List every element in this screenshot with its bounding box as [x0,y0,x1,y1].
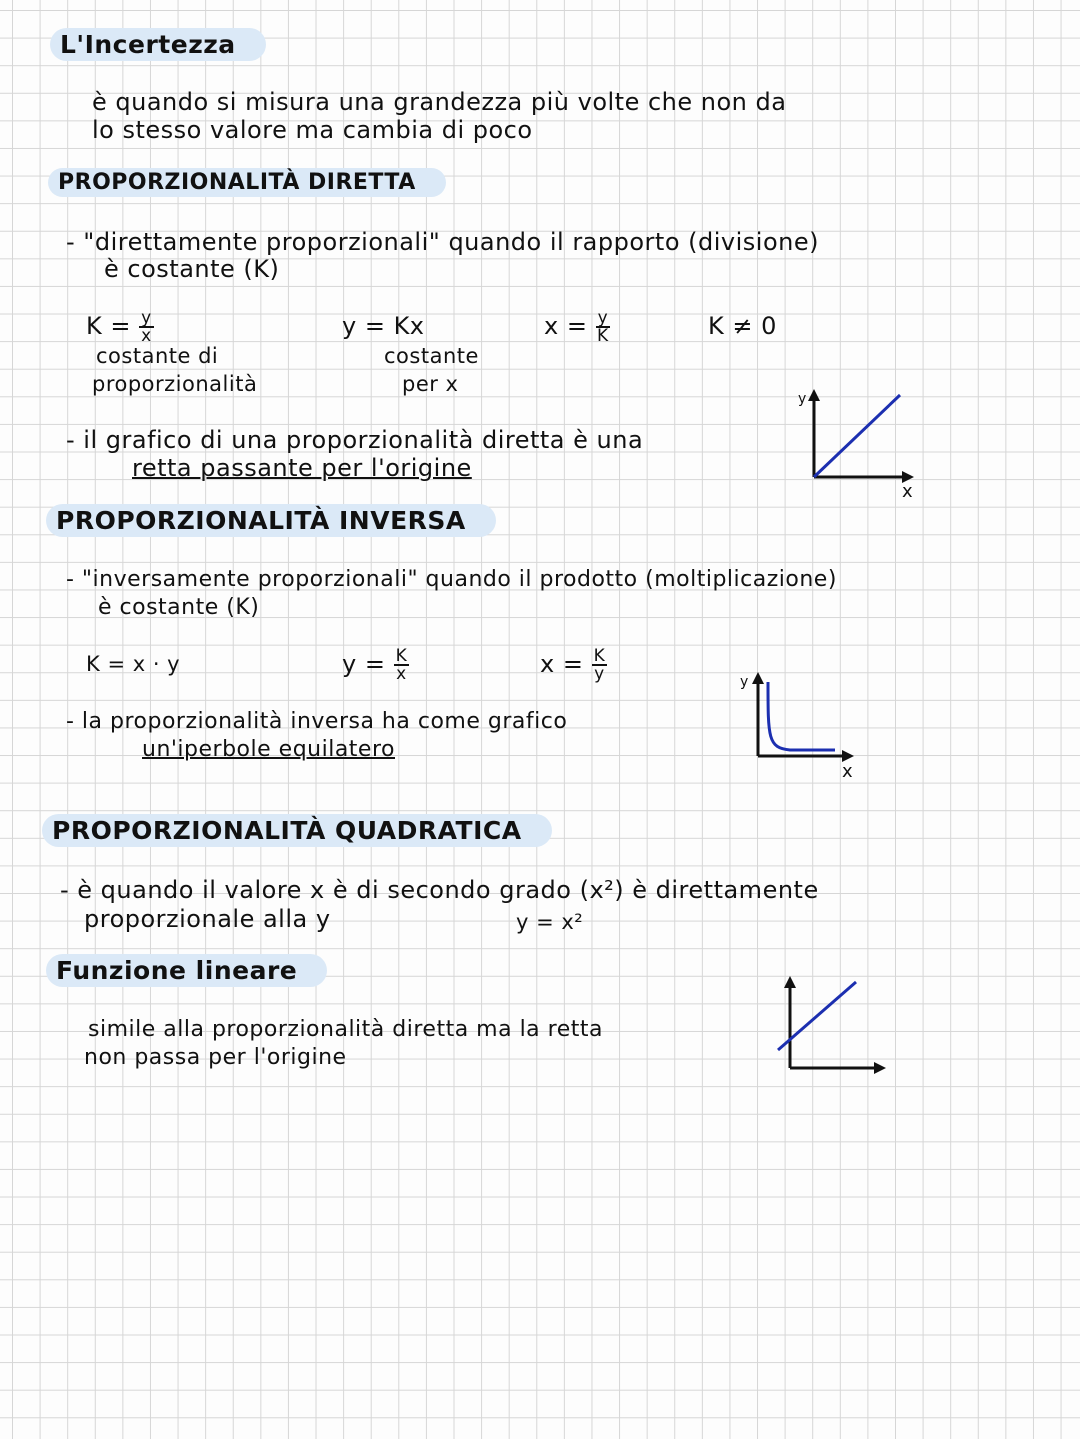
axis-label-y: y [740,674,749,690]
formula-k-product: K = x · y [86,652,181,676]
note-line: costante [384,344,479,368]
fraction [394,648,410,682]
formula-x [544,310,610,344]
text-line: retta passante per l'origine [132,454,472,482]
note-line: costante di [96,344,219,368]
axis-label-y: y [798,391,807,407]
heading-inversa: PROPORZIONALITÀ INVERSA [46,504,496,537]
linear-function-graph [770,970,900,1080]
numerator: y [141,308,152,328]
axis-label-x: x [842,761,854,782]
text-line: proporzionale alla y [84,905,331,933]
numerator: y [597,308,609,328]
heading-lineare: Funzione lineare [46,954,327,987]
denominator: x [141,326,152,346]
numerator: K [593,646,606,666]
formula-y [342,648,409,682]
numerator: K [395,646,408,666]
denominator: x [396,664,407,684]
text-line: simile alla proporzionalità diretta ma la retta [88,1017,603,1042]
fraction [596,310,611,344]
heading-diretta: PROPORZIONALITÀ DIRETTA [48,168,446,197]
text-line: lo stesso valore ma cambia di poco [92,116,533,144]
text-line: - "inversamente proporzionali" quando il prodotto (moltiplicazione) [66,567,837,592]
text-line: non passa per l'origine [84,1045,347,1070]
heading-incertezza: L'Incertezza [50,28,266,61]
denominator: y [594,664,605,684]
fraction [139,310,154,344]
formula-lhs: K = [86,312,131,340]
denominator: K [597,326,609,346]
text-line: - la proporzionalità inversa ha come grafico [66,709,568,734]
formula-x [540,648,607,682]
text-line: - "direttamente proporzionali" quando il rapporto (divisione) [66,228,819,256]
axis-label-x: x [902,481,914,502]
formula-lhs: y = [342,650,386,678]
formula-y-x-squared: y = x² [516,910,584,934]
text-line: - il grafico di una proporzionalità diretta è una [66,426,644,454]
note-line: per x [402,372,459,396]
text-line: è costante (K) [104,255,280,283]
formula-y-kx: y = Kx [342,312,425,340]
formula-lhs: x = [540,650,584,678]
text-line: un'iperbole equilatero [142,737,395,762]
note-line: proporzionalità [92,372,258,396]
text-line: è quando si misura una grandezza più volte che non da [92,88,787,116]
formula-k [86,310,154,344]
formula-lhs: x = [544,312,588,340]
formula-k-not-zero: K ≠ 0 [708,312,777,340]
text-line: è costante (K) [98,595,260,620]
heading-quadratica: PROPORZIONALITÀ QUADRATICA [42,814,552,847]
text-line: - è quando il valore x è di secondo grado (x²) è direttamente [60,876,819,904]
fraction [592,648,608,682]
